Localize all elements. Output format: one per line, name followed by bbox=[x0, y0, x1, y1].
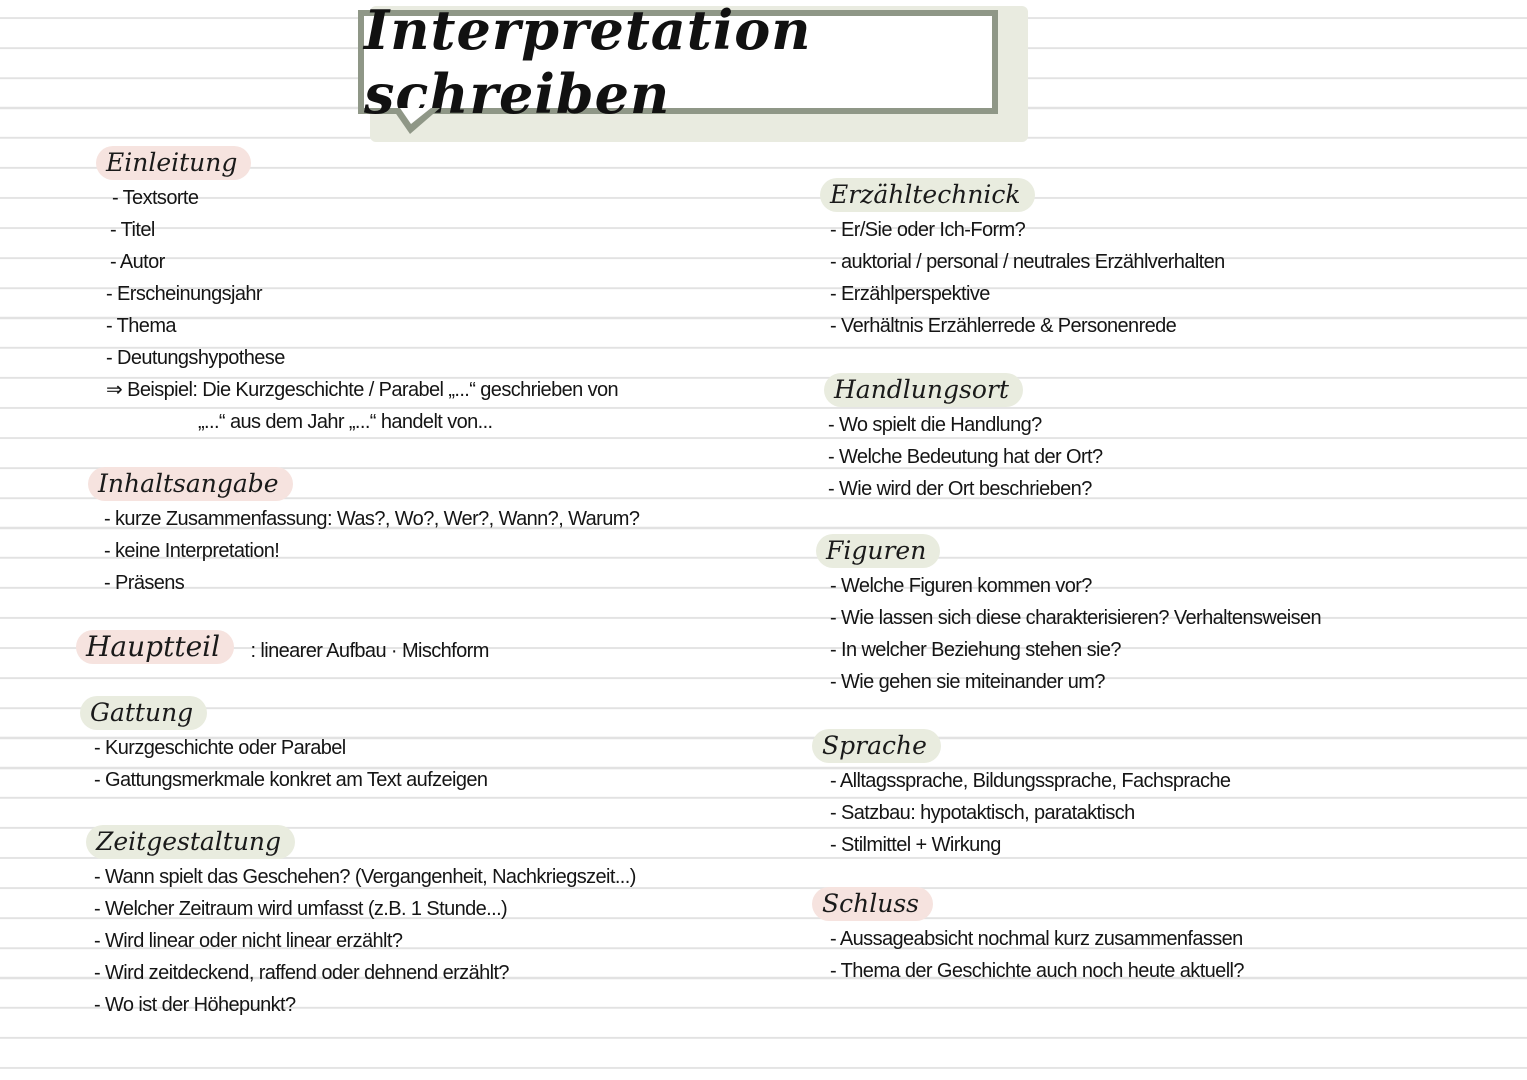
erzaehltechnik-list bbox=[820, 214, 1225, 342]
handlungsort-list bbox=[824, 409, 1103, 505]
section-schluss bbox=[812, 887, 1244, 987]
figuren-list bbox=[816, 570, 1321, 698]
list-item: - Satzbau: hypotaktisch, parataktisch bbox=[830, 802, 1135, 824]
list-item: - Welche Bedeutung hat der Ort? bbox=[828, 446, 1103, 468]
list-item: - Wie wird der Ort beschrieben? bbox=[828, 478, 1092, 500]
list-item: - Erscheinungsjahr bbox=[106, 283, 262, 305]
section-zeitgestaltung bbox=[86, 825, 636, 1021]
inhaltsangabe-list bbox=[88, 503, 639, 599]
list-item: - Kurzgeschichte oder Parabel bbox=[94, 737, 346, 759]
list-item: - Wann spielt das Geschehen? (Vergangenheit, Nachkriegszeit...) bbox=[94, 866, 636, 888]
section-handlungsort bbox=[824, 373, 1103, 505]
list-item: - Deutungshypothese bbox=[106, 347, 285, 369]
list-item: - keine Interpretation! bbox=[104, 540, 280, 562]
hauptteil-note: : linearer Aufbau · Mischform bbox=[250, 640, 489, 663]
sprache-list bbox=[812, 765, 1230, 861]
list-item: - Erzählperspektive bbox=[830, 283, 990, 305]
list-item: - Wie lassen sich diese charakterisieren? Verhaltensweisen bbox=[830, 607, 1322, 629]
list-item: ⇒ Beispiel: Die Kurzgeschichte / Parabel „...“ geschrieben von bbox=[106, 379, 619, 401]
list-item: - Thema der Geschichte auch noch heute aktuell? bbox=[830, 960, 1244, 982]
list-item: - Welche Figuren kommen vor? bbox=[830, 575, 1092, 597]
section-sprache bbox=[812, 729, 1230, 861]
list-item: „...“ aus dem Jahr „...“ handelt von... bbox=[198, 411, 493, 433]
heading-hauptteil: Hauptteil bbox=[76, 630, 234, 664]
heading-gattung: Gattung bbox=[80, 696, 207, 730]
gattung-list bbox=[80, 732, 487, 796]
heading-einleitung: Einleitung bbox=[96, 146, 251, 180]
list-item: - Verhältnis Erzählerrede & Personenrede bbox=[830, 315, 1177, 337]
heading-handlungsort: Handlungsort bbox=[824, 373, 1023, 407]
list-item: - In welcher Beziehung stehen sie? bbox=[830, 639, 1121, 661]
list-item: - kurze Zusammenfassung: Was?, Wo?, Wer?, Wann?, Warum? bbox=[104, 508, 640, 530]
speech-bubble-tail-inner bbox=[400, 108, 431, 124]
list-item: - Aussageabsicht nochmal kurz zusammenfassen bbox=[830, 928, 1243, 950]
list-item: - Autor bbox=[110, 251, 165, 273]
heading-schluss: Schluss bbox=[812, 887, 933, 921]
list-item: - Wo spielt die Handlung? bbox=[828, 414, 1042, 436]
list-item: - Welcher Zeitraum wird umfasst (z.B. 1 Stunde...) bbox=[94, 898, 508, 920]
list-item: - Wird linear oder nicht linear erzählt? bbox=[94, 930, 403, 952]
section-inhaltsangabe bbox=[88, 467, 639, 599]
section-hauptteil bbox=[76, 630, 489, 664]
list-item: - Stilmittel + Wirkung bbox=[830, 834, 1001, 856]
list-item: - Gattungsmerkmale konkret am Text aufzeigen bbox=[94, 769, 488, 791]
heading-sprache: Sprache bbox=[812, 729, 941, 763]
section-erzaehltechnik bbox=[820, 178, 1225, 342]
list-item: - Er/Sie oder Ich-Form? bbox=[830, 219, 1026, 241]
section-figuren bbox=[816, 534, 1321, 698]
list-item: - Wie gehen sie miteinander um? bbox=[830, 671, 1105, 693]
schluss-list bbox=[812, 923, 1244, 987]
heading-inhaltsangabe: Inhaltsangabe bbox=[88, 467, 293, 501]
zeitgestaltung-list bbox=[86, 861, 636, 1021]
section-gattung bbox=[80, 696, 487, 796]
heading-erzaehltechnik: Erzähltechnick bbox=[820, 178, 1035, 212]
list-item: - Wo ist der Höhepunkt? bbox=[94, 994, 296, 1016]
section-einleitung bbox=[96, 146, 618, 438]
heading-zeitgestaltung: Zeitgestaltung bbox=[86, 825, 295, 859]
list-item: - Präsens bbox=[104, 572, 185, 594]
heading-figuren: Figuren bbox=[816, 534, 940, 568]
title-speech-bubble bbox=[358, 0, 998, 126]
list-item: - Alltagssprache, Bildungssprache, Fachsprache bbox=[830, 770, 1231, 792]
list-item: - auktorial / personal / neutrales Erzählverhalten bbox=[830, 251, 1225, 273]
list-item: - Wird zeitdeckend, raffend oder dehnend erzählt? bbox=[94, 962, 509, 984]
list-item: - Thema bbox=[106, 315, 176, 337]
page-title: Interpretation schreiben bbox=[364, 0, 812, 126]
list-item: - Titel bbox=[110, 219, 155, 241]
einleitung-list bbox=[96, 182, 618, 438]
list-item: - Textsorte bbox=[112, 187, 199, 209]
